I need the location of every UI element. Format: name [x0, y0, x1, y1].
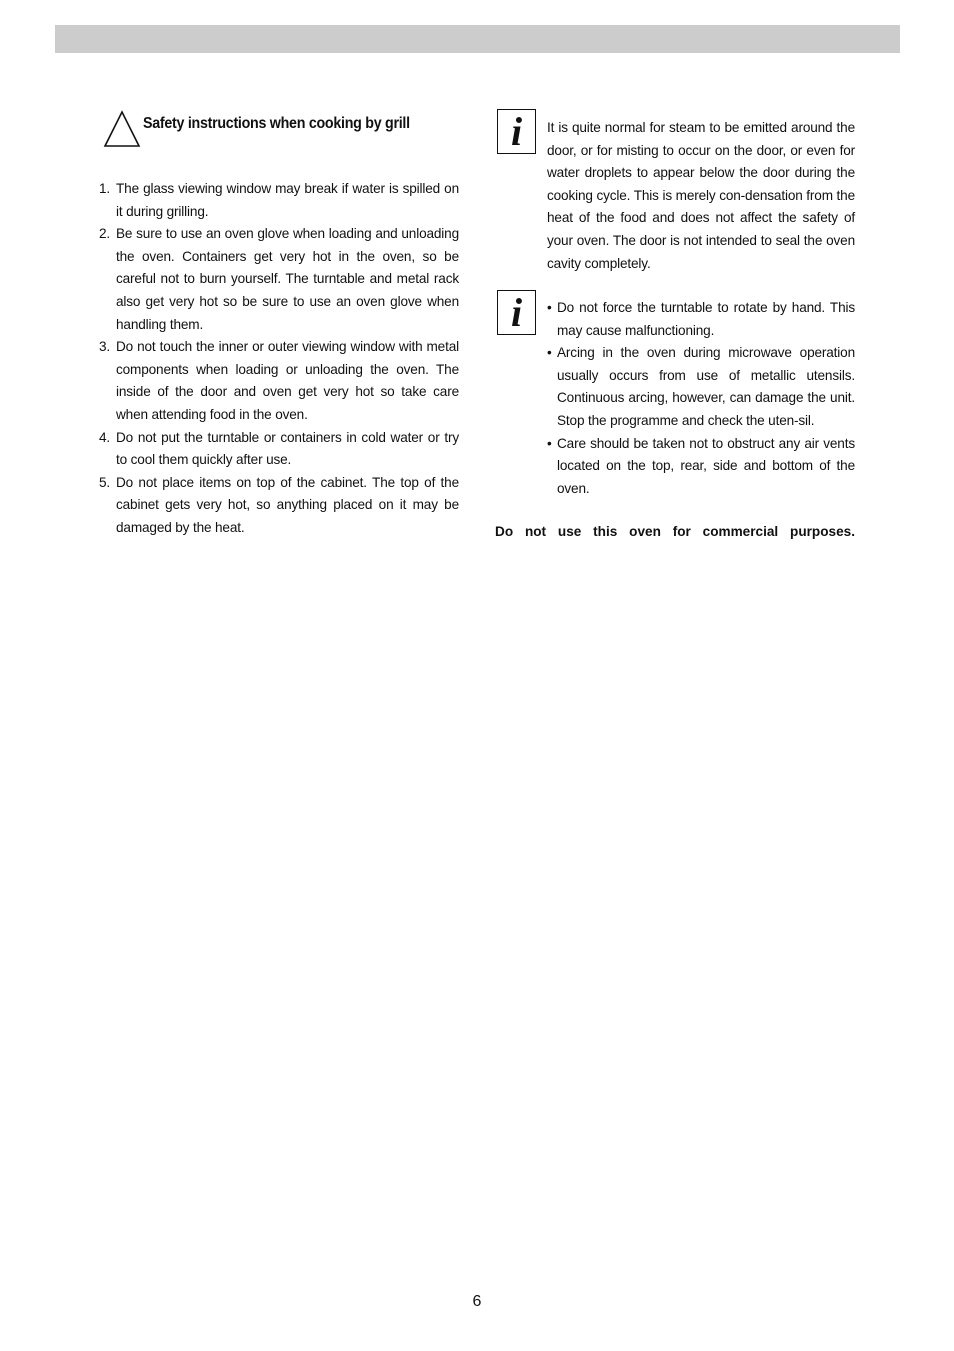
steam-note: It is quite normal for steam to be emitted around the door, or for misting to occur on the door, or even for water droplets to appear below the door during the cooking cycle. This is merely con-densation from the heat of the food and does not affect the safety of your oven. The door is not intended to seal the oven cavity completely.: [547, 120, 855, 271]
info-icon: i: [497, 290, 536, 335]
list-item-text: Do not put the turntable or containers in cold water or try to cool them quickly after use.: [116, 429, 459, 468]
list-item: [96, 336, 459, 426]
commercial-use-warning: Do not use this oven for commercial purposes.: [495, 524, 855, 539]
info-icon: i: [497, 109, 536, 154]
list-item: [96, 472, 459, 540]
bullet-text: Care should be taken not to obstruct any air vents located on the top, rear, side and bottom of the oven.: [557, 435, 855, 496]
page-number: 6: [472, 1293, 482, 1310]
info-bullet-list: [547, 297, 855, 500]
list-item-number: 1.: [99, 181, 111, 196]
list-item: [96, 223, 459, 336]
list-item-number: 4.: [99, 429, 111, 445]
list-item-text: Be sure to use an oven glove when loading and unloading the oven. Containers get very hot in the oven, so be careful not to burn yourself. The turntable and metal rack also get very hot so be sure to use an oven glove when handling them.: [116, 226, 459, 332]
bullet-dot: •: [547, 300, 552, 315]
list-item-number: 3.: [99, 339, 111, 355]
list-item-number: 2.: [99, 226, 111, 242]
bullet-text: Arcing in the oven during microwave operation usually occurs from use of metallic utensils. Continuous arcing, however, can damage the unit. Stop the programme and check the uten-sil.: [557, 345, 855, 428]
section-title: Safety instructions when cooking by grill: [143, 115, 410, 132]
bullet-text: Do not force the turntable to rotate by hand. This may cause malfunctioning.: [557, 300, 855, 338]
list-item-number: 5.: [99, 474, 111, 490]
list-item: [96, 178, 459, 223]
bullet-item: [547, 297, 855, 342]
bullet-dot: •: [547, 435, 552, 451]
list-item-text: The glass viewing window may break if water is spilled on it during grilling.: [116, 181, 459, 219]
list-item-text: Do not touch the inner or outer viewing window with metal components when loading or unloading the oven. The inside of the door and oven get very hot so take care when attending food in the oven.: [116, 339, 459, 422]
header-bar: [55, 25, 900, 53]
list-item: [96, 427, 459, 472]
bullet-dot: •: [547, 345, 552, 361]
bullet-item: [547, 433, 855, 501]
bullet-item: [547, 342, 855, 432]
safety-instructions-list: [96, 178, 459, 540]
warning-triangle-icon: [103, 110, 141, 148]
list-item-text: Do not place items on top of the cabinet. The top of the cabinet gets very hot, so anything placed on it may be damaged by the heat.: [116, 474, 459, 535]
